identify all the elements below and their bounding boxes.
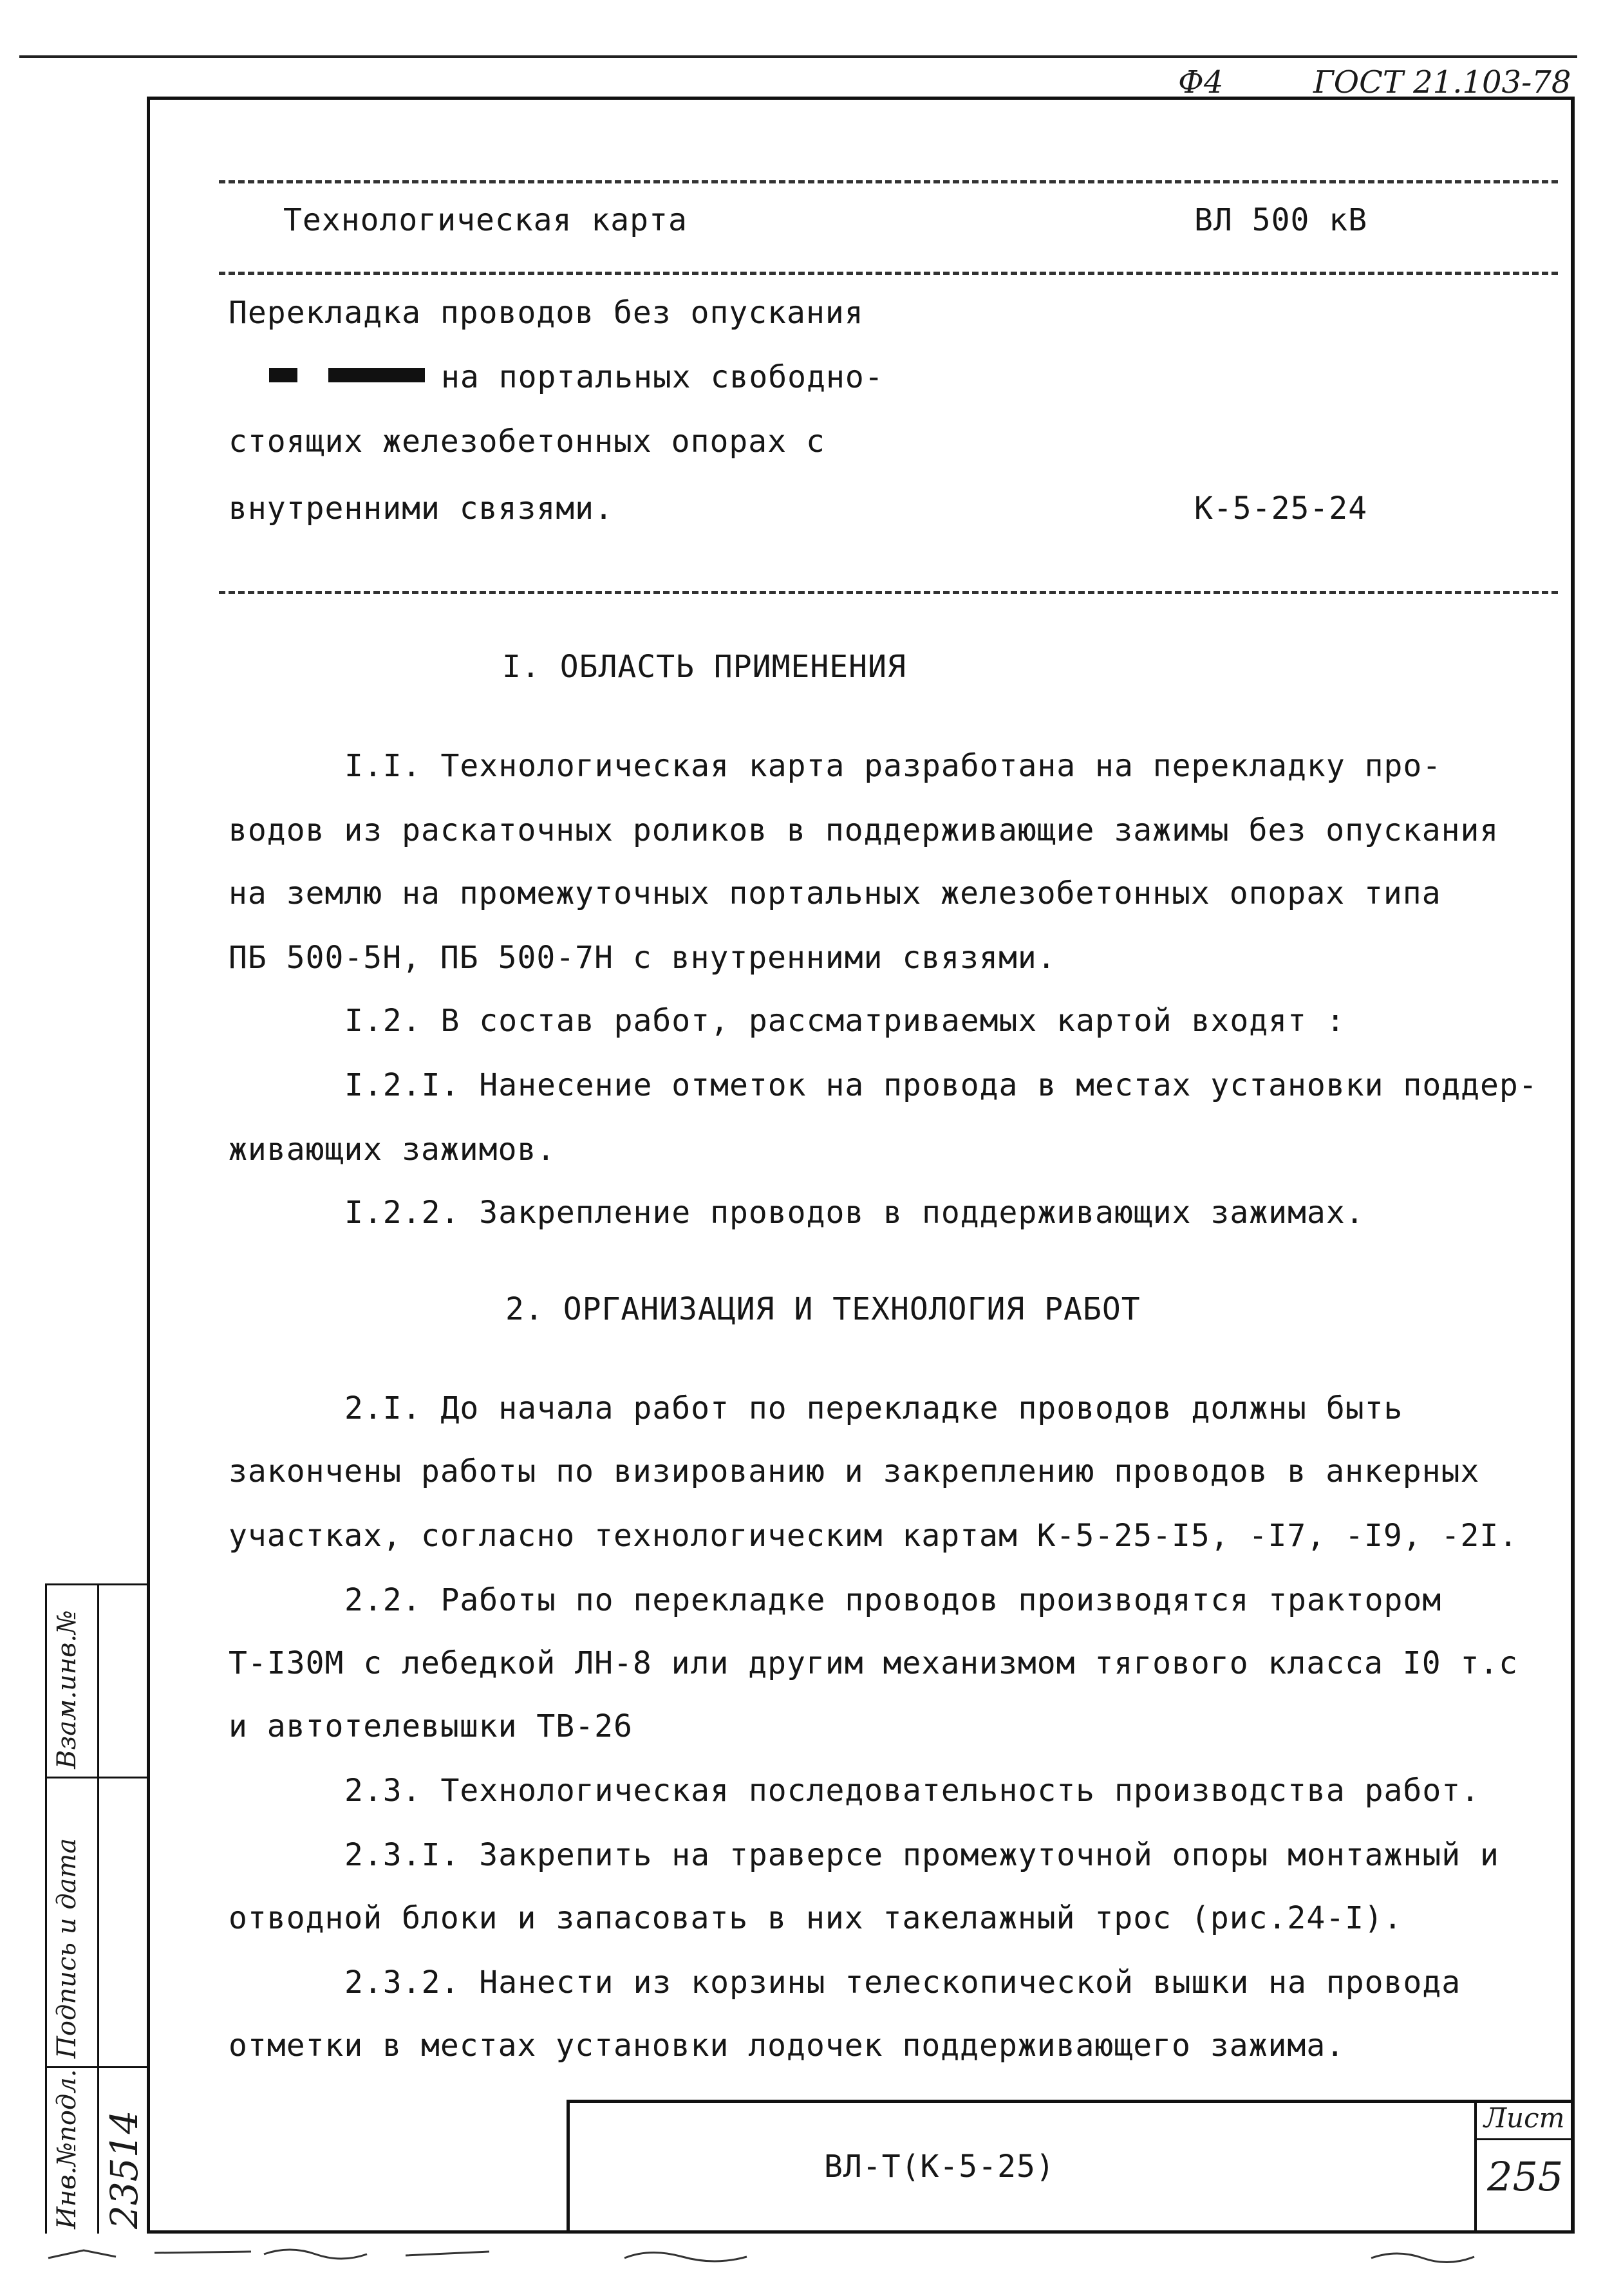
inventory-label: Инв.№подл.: [52, 2069, 82, 2229]
paragraph-line: на землю на промежуточных портальных железобетонных опорах типа: [229, 875, 1441, 911]
redaction-mark: [269, 368, 297, 382]
divider-bottom: [219, 591, 1558, 594]
sheet-cell-divider: [1474, 2138, 1575, 2140]
document-code: ВЛ-Т(К-5-25): [824, 2149, 1055, 2185]
paragraph-line: 2.3.I. Закрепить на траверсе промежуточной опоры монтажный и: [344, 1837, 1499, 1873]
paragraph-line: участках, согласно технологическим картам К-5-25-I5, -I7, -I9, -2I.: [229, 1518, 1519, 1554]
paragraph-line: 2.3. Технологическая последовательность производства работ.: [344, 1773, 1481, 1809]
paragraph-line: закончены работы по визированию и закреплению проводов в анкерных: [229, 1453, 1480, 1489]
paragraph-line: отводной блоки и запасовать в них такелажный трос (рис.24-I).: [229, 1900, 1403, 1936]
paragraph-line: и автотелевышки ТВ-26: [229, 1708, 633, 1744]
section-heading: 2. ОРГАНИЗАЦИЯ И ТЕХНОЛОГИЯ РАБОТ: [505, 1291, 1141, 1327]
title-block: [567, 2100, 1575, 2234]
bottom-scrawl: [45, 2239, 1526, 2264]
redaction-mark: [328, 368, 425, 382]
paragraph-line: ПБ 500-5Н, ПБ 500-7Н с внутренними связями.: [229, 940, 1056, 976]
paragraph-line: Т-I30М с лебедкой ЛН-8 или другим механизмом тягового класса I0 т.с: [229, 1645, 1519, 1681]
paragraph-line: 2.3.2. Нанести из корзины телескопической вышки на провода: [344, 1965, 1461, 2001]
sheet-label: Лист: [1484, 2102, 1565, 2134]
paragraph-line: 2.I. До начала работ по перекладке проводов должны быть: [344, 1390, 1403, 1426]
divider-mid: [219, 272, 1558, 275]
paragraph-line: I.I. Технологическая карта разработана на перекладку про-: [344, 748, 1442, 784]
paragraph-line: I.2.I. Нанесение отметок на провода в местах установки поддер-: [344, 1067, 1538, 1103]
format-mark: Ф4: [1178, 64, 1224, 100]
section-heading: I. ОБЛАСТЬ ПРИМЕНЕНИЯ: [502, 649, 906, 685]
card-title-line: Перекладка проводов без опускания: [229, 295, 864, 331]
signature-label: Подпись и дата: [52, 1838, 82, 2058]
paragraph-line: отметки в местах установки лодочек поддерживающего зажима.: [229, 2028, 1345, 2064]
paragraph-line: 2.2. Работы по перекладке проводов производятся трактором: [344, 1582, 1442, 1618]
top-rule: [19, 55, 1577, 58]
standard-mark: ГОСТ 21.103-78: [1313, 64, 1571, 100]
card-type: Технологическая карта: [283, 202, 688, 238]
card-voltage: ВЛ 500 кВ: [1194, 202, 1368, 238]
sheet-number: 255: [1487, 2153, 1564, 2200]
divider-top: [219, 180, 1558, 183]
paragraph-line: I.2. В состав работ, рассматриваемых картой входят :: [344, 1003, 1345, 1039]
card-title-line: стоящих железобетонных опорах с: [229, 424, 825, 460]
paragraph-line: водов из раскаточных роликов в поддерживающие зажимы без опускания: [229, 812, 1499, 848]
approval-sidebar: [45, 1583, 148, 2234]
paragraph-line: живающих зажимов.: [229, 1132, 556, 1168]
paragraph-line: I.2.2. Закрепление проводов в поддерживающих зажимах.: [344, 1195, 1365, 1231]
card-title-line: внутренними связями.: [229, 490, 614, 527]
replace-label: Взам.инв.№: [52, 1610, 82, 1769]
card-title-line: на портальных свободно-: [441, 359, 884, 395]
card-code: К-5-25-24: [1194, 490, 1368, 527]
inventory-number: 23514: [102, 2110, 146, 2229]
